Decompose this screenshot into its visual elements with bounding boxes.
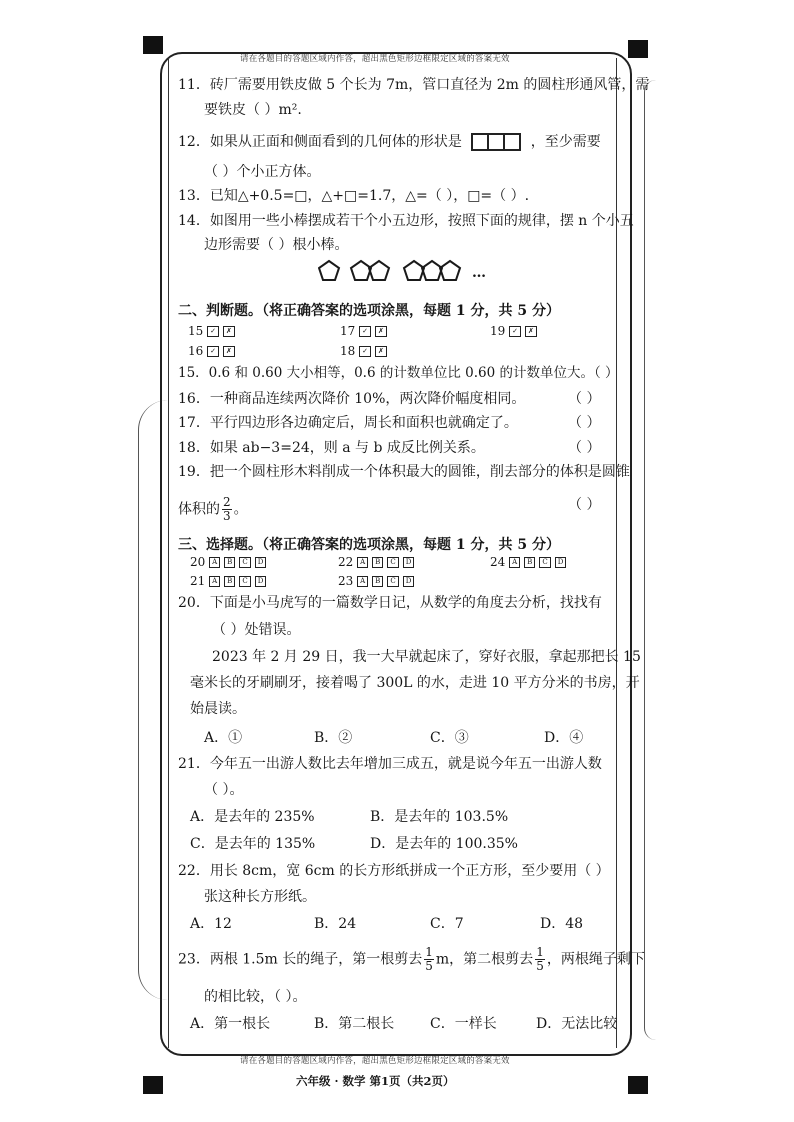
question-22-option-a: A．12 <box>190 916 232 932</box>
question-12-text: 12．如果从正面和侧面看到的几何体的形状是 <box>178 134 462 150</box>
question-22-option-b: B．24 <box>314 916 357 932</box>
bubble-cross[interactable]: ✗ <box>223 346 235 357</box>
header-note: 请在各题目的答题区域内作答，超出黑色矩形边框限定区域的答案无效 <box>240 54 510 64</box>
question-21-line-1: 21．今年五一出游人数比去年增加三成五，就是说今年五一出游人数 <box>178 756 602 772</box>
question-21-option-c: C．是去年的 135% <box>190 836 316 852</box>
square-3 <box>503 133 521 151</box>
binding-curve-right <box>644 80 657 1040</box>
question-20-line-1: 20．下面是小马虎写的一篇数学日记，从数学的角度去分析，找找有 <box>178 595 602 611</box>
pattern-ellipsis: … <box>472 265 486 281</box>
question-22-line-1: 22．用长 8cm，宽 6cm 的长方形纸拼成一个正方形，至少要用（ ） <box>178 863 610 879</box>
bubble-c[interactable]: C <box>239 557 250 568</box>
judge-heading: 二、判断题。（将正确答案的选项涂黑，每题 1 分，共 5 分） <box>178 303 560 319</box>
registration-mark-top-left <box>143 36 163 54</box>
footer-note: 请在各题目的答题区域内作答，超出黑色矩形边框限定区域的答案无效 <box>240 1056 510 1066</box>
bubble-d[interactable]: D <box>255 557 267 568</box>
question-16: 16．一种商品连续两次降价 10%，两次降价幅度相同。 <box>178 391 526 407</box>
sheet-item-24: 24 A B C D <box>490 553 570 571</box>
sheet-item-18: 18 ✓ ✗ <box>340 342 391 360</box>
question-20-option-d: D．④ <box>544 730 584 746</box>
fraction-one-fifth-a: $\frac{1}{5}$ <box>425 945 433 973</box>
bubble-b[interactable]: B <box>524 557 535 568</box>
question-20-option-b: B．② <box>314 730 353 746</box>
question-15: 15．0.6 和 0.60 大小相等，0.6 的计数单位比 0.60 的计数单位大。（ ） <box>178 365 619 381</box>
question-21-option-a: A．是去年的 235% <box>190 809 315 825</box>
question-18-paren: （ ） <box>568 440 601 456</box>
binding-curve-left <box>138 400 169 1000</box>
question-14-line-2: 边形需要（ ）根小棒。 <box>204 237 349 253</box>
question-11-line-1: 11．砖厂需要用铁皮做 5 个长为 7m，管口直径为 2m 的圆柱形通风管，需 <box>178 77 650 93</box>
bubble-d[interactable]: D <box>403 576 415 587</box>
question-22-option-d: D．48 <box>540 916 584 932</box>
question-23-line-2: 的相比较，（ ）。 <box>204 989 307 1005</box>
registration-mark-bottom-left <box>143 1076 163 1094</box>
bubble-check[interactable]: ✓ <box>359 326 371 337</box>
pentagon-3b <box>422 261 442 280</box>
bubble-c[interactable]: C <box>387 557 398 568</box>
sheet-item-23: 23 A B C D <box>338 572 418 590</box>
sheet-item-21: 21 A B C D <box>190 572 270 590</box>
question-11-line-2: 要铁皮（ ）m². <box>204 102 302 118</box>
question-18: 18．如果 ab−3=24，则 a 与 b 成反比例关系。 <box>178 440 485 456</box>
registration-mark-top-right <box>628 40 648 58</box>
bubble-check[interactable]: ✓ <box>359 346 371 357</box>
bubble-c[interactable]: C <box>539 557 550 568</box>
question-23-option-a: A．第一根长 <box>190 1016 271 1032</box>
bubble-d[interactable]: D <box>555 557 567 568</box>
sheet-item-22: 22 A B C D <box>338 553 418 571</box>
question-17-paren: （ ） <box>568 415 601 431</box>
diary-line-1: 2023 年 2 月 29 日，我一大早就起床了，穿好衣服，拿起那把长 15 <box>212 649 641 665</box>
bubble-c[interactable]: C <box>387 576 398 587</box>
sheet-item-15: 15 ✓ ✗ <box>188 322 239 340</box>
question-20-line-2: （ ）处错误。 <box>212 622 301 638</box>
pentagon-pattern-figure <box>318 258 498 286</box>
question-23-option-c: C．一样长 <box>430 1016 497 1032</box>
diary-line-3: 始晨读。 <box>190 701 246 717</box>
pentagon-1 <box>319 261 339 280</box>
bubble-b[interactable]: B <box>372 576 383 587</box>
bubble-b[interactable]: B <box>224 576 235 587</box>
question-22-option-c: C．7 <box>430 916 464 932</box>
bubble-cross[interactable]: ✗ <box>525 326 537 337</box>
question-21-line-2: （ ）。 <box>204 782 244 798</box>
question-14-line-1: 14．如图用一些小棒摆成若干个小五边形，按照下面的规律，摆 n 个小五 <box>178 213 634 229</box>
question-19-line-2: 体积的 $\frac{2}{3}$ 。 <box>178 495 248 523</box>
question-12-line-2: （ ）个小正方体。 <box>204 164 321 180</box>
bubble-a[interactable]: A <box>209 576 220 587</box>
question-22-line-2: 张这种长方形纸。 <box>204 889 316 905</box>
question-12-text-end: ，至少需要 <box>530 134 601 150</box>
bubble-check[interactable]: ✓ <box>207 326 219 337</box>
question-19-paren: （ ） <box>568 497 601 513</box>
question-20-option-c: C．③ <box>430 730 469 746</box>
diary-line-2: 毫米长的牙刷刷牙，接着喝了 300L 的水，走进 10 平方分米的书房，开 <box>190 675 640 691</box>
question-17: 17．平行四边形各边确定后，周长和面积也就确定了。 <box>178 415 518 431</box>
choice-heading: 三、选择题。（将正确答案的选项涂黑，每题 1 分，共 5 分） <box>178 537 560 553</box>
question-21-option-b: B．是去年的 103.5% <box>370 809 509 825</box>
question-12-line-1 <box>178 133 601 151</box>
question-23-option-b: B．第二根长 <box>314 1016 395 1032</box>
bubble-a[interactable]: A <box>357 576 368 587</box>
bubble-c[interactable]: C <box>239 576 250 587</box>
bubble-b[interactable]: B <box>372 557 383 568</box>
sheet-item-16: 16 ✓ ✗ <box>188 342 239 360</box>
registration-mark-bottom-right <box>628 1076 648 1094</box>
bubble-d[interactable]: D <box>255 576 267 587</box>
page-footer: 六年级 · 数学 第1页（共2页） <box>296 1074 455 1088</box>
question-13: 13．已知△+0.5=□，△+□=1.7，△=（ ），□=（ ）. <box>178 188 530 204</box>
sheet-item-19: 19 ✓ ✗ <box>490 322 541 340</box>
sheet-item-20: 20 A B C D <box>190 553 270 571</box>
bubble-check[interactable]: ✓ <box>509 326 521 337</box>
bubble-a[interactable]: A <box>509 557 520 568</box>
fraction-one-fifth-b: $\frac{1}{5}$ <box>536 945 544 973</box>
bubble-d[interactable]: D <box>403 557 415 568</box>
question-19-line-1: 19．把一个圆柱形木料削成一个体积最大的圆锥，削去部分的体积是圆锥 <box>178 464 630 480</box>
question-23-option-d: D．无法比较 <box>536 1016 618 1032</box>
bubble-a[interactable]: A <box>209 557 220 568</box>
bubble-a[interactable]: A <box>357 557 368 568</box>
three-squares-figure <box>472 133 520 151</box>
pentagon-3a <box>404 261 424 280</box>
bubble-cross[interactable]: ✗ <box>375 326 387 337</box>
sheet-item-17: 17 ✓ ✗ <box>340 322 391 340</box>
question-16-paren: （ ） <box>568 391 601 407</box>
pentagon-3c <box>440 261 460 280</box>
fraction-two-thirds: $\frac{2}{3}$ <box>223 495 231 523</box>
pentagon-2a <box>351 261 371 280</box>
question-20-option-a: A．① <box>204 730 243 746</box>
question-21-option-d: D．是去年的 100.35% <box>370 836 518 852</box>
bubble-b[interactable]: B <box>224 557 235 568</box>
bubble-cross[interactable]: ✗ <box>223 326 235 337</box>
bubble-check[interactable]: ✓ <box>207 346 219 357</box>
frame-inner-right <box>616 58 617 1048</box>
question-23-line-1: 23．两根 1.5m 长的绳子，第一根剪去 $\frac{1}{5}$ m，第二根剪去 $\frac{1}{5}$ ，两根绳子剩下 <box>178 945 645 973</box>
bubble-cross[interactable]: ✗ <box>375 346 387 357</box>
pentagon-2b <box>369 261 389 280</box>
